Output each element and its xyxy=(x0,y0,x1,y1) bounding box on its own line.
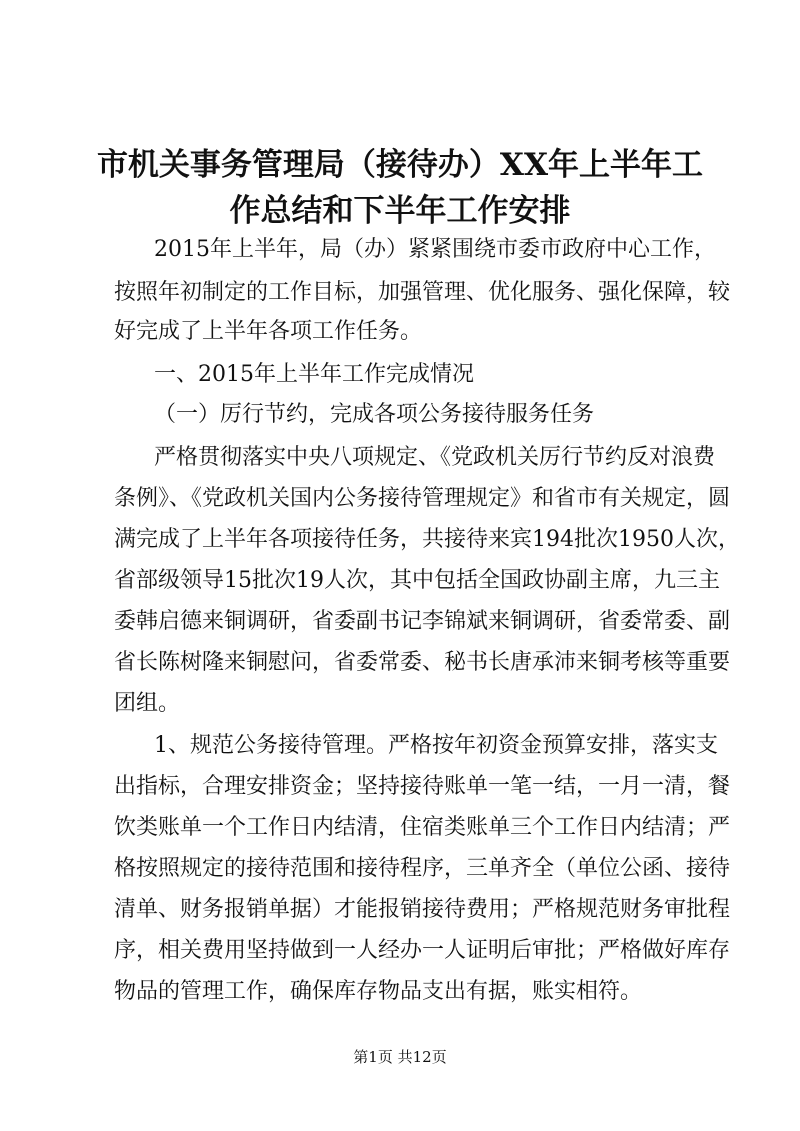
body-text-line: 团组。 xyxy=(114,691,181,716)
body-text-line: 条例》、《党政机关国内公务接待管理规定》和省市有关规定，圆 xyxy=(114,486,731,511)
document-title-line-1: 市机关事务管理局（接待办）XX年上半年工 xyxy=(96,147,704,183)
body-text-line: 委韩启德来铜调研，省委副书记李锦斌来铜调研，省委常委、副 xyxy=(114,609,731,634)
body-text-line: 1、规范公务接待管理。严格按年初资金预算安排，落实支 xyxy=(154,733,718,758)
section-heading: 一、2015年上半年工作完成情况 xyxy=(154,362,474,387)
body-text-line: 按照年初制定的工作目标，加强管理、优化服务、强化保障，较 xyxy=(114,280,731,305)
body-text-line: 2015年上半年，局（办）紧紧围绕市委市政府中心工作， xyxy=(154,237,716,262)
subsection-heading: （一）厉行节约，完成各项公务接待服务任务 xyxy=(154,402,595,427)
body-text-line: 好完成了上半年各项工作任务。 xyxy=(114,319,423,344)
body-text-line: 格按照规定的接待范围和接待程序，三单齐全（单位公函、接待 xyxy=(114,856,731,881)
page-number-footer: 第1页 共12页 xyxy=(353,1048,447,1066)
body-text-line: 出指标，合理安排资金；坚持接待账单一笔一结，一月一清，餐 xyxy=(114,774,731,799)
body-text-line: 物品的管理工作，确保库存物品支出有据，账实相符。 xyxy=(114,979,643,1004)
body-text-line: 满完成了上半年各项接待任务，共接待来宾194批次1950人次， xyxy=(114,527,740,552)
body-text-line: 严格贯彻落实中央八项规定、《党政机关厉行节约反对浪费 xyxy=(154,445,716,470)
body-text-line: 省长陈树隆来铜慰问，省委常委、秘书长唐承沛来铜考核等重要 xyxy=(114,650,731,675)
body-text-line: 清单、财务报销单据）才能报销接待费用；严格规范财务审批程 xyxy=(114,897,731,922)
body-text-line: 省部级领导15批次19人次，其中包括全国政协副主席，九三主 xyxy=(114,568,720,593)
body-text-line: 饮类账单一个工作日内结清，住宿类账单三个工作日内结清；严 xyxy=(114,815,731,840)
body-text-line: 序，相关费用坚持做到一人经办一人证明后审批；严格做好库存 xyxy=(114,938,731,963)
document-title-line-2: 作总结和下半年工作安排 xyxy=(229,193,571,229)
